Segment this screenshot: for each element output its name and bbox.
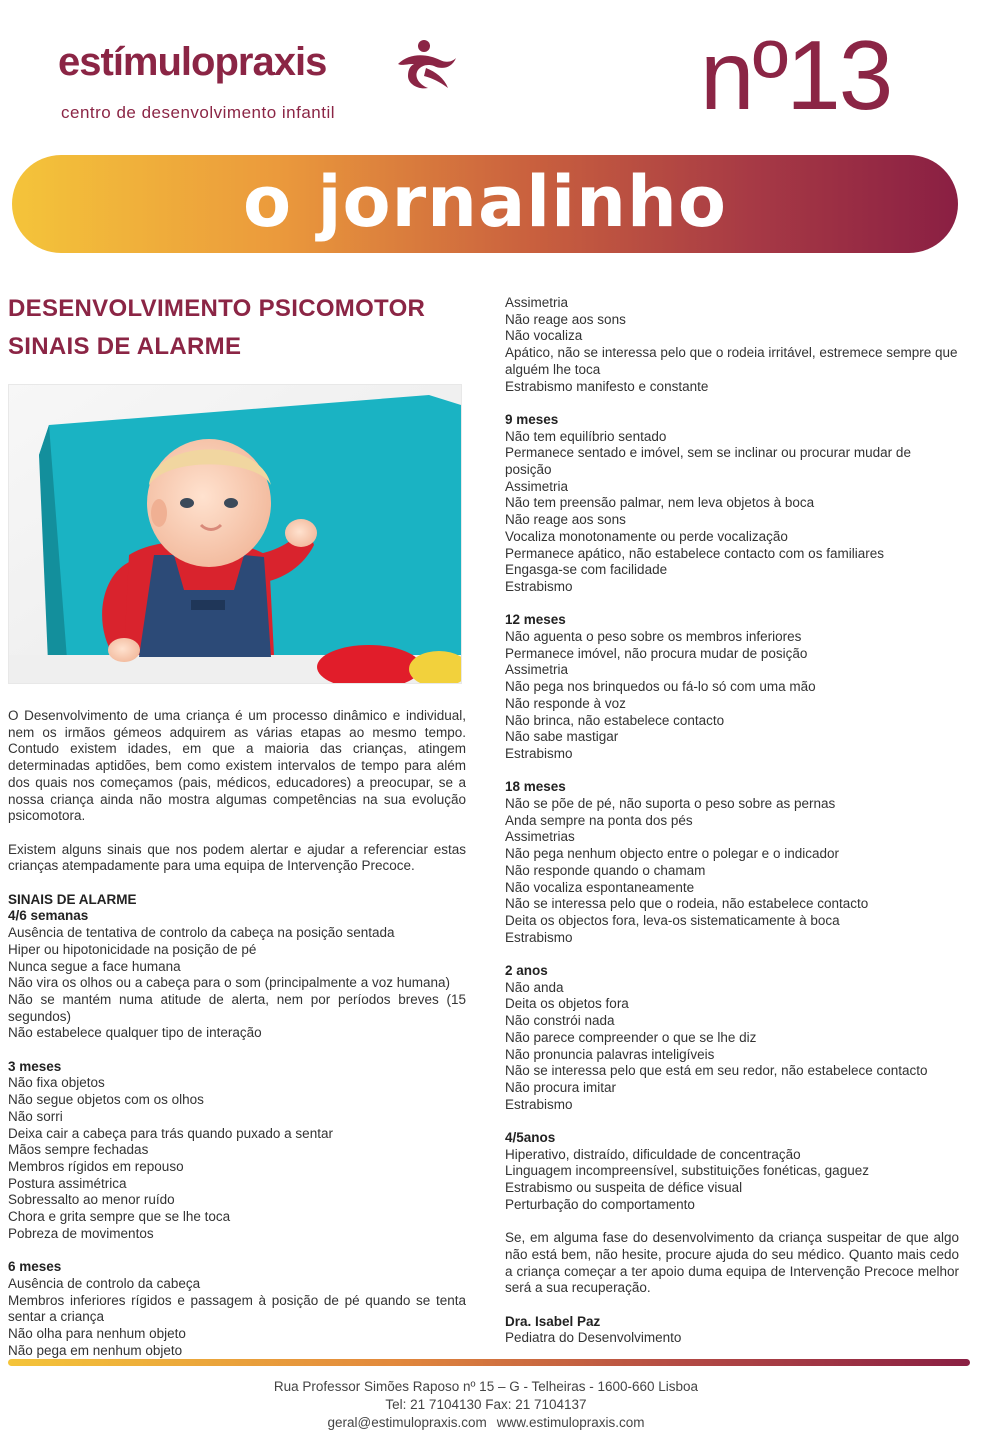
list-item: Não segue objetos com os olhos: [8, 1092, 204, 1108]
list-item: Não pega nenhum objecto entre o polegar e o indicador: [505, 846, 839, 862]
list-item: Postura assimétrica: [8, 1175, 127, 1191]
right-column: [505, 295, 959, 1347]
section-title: 4/5anos: [505, 1130, 556, 1146]
list-item: Estrabismo manifesto e constante: [505, 378, 709, 394]
list-item: Ausência de tentativa de controlo da cabeça na posição sentada: [8, 925, 395, 941]
issue-number: nº13: [700, 20, 892, 130]
list-item: Nunca segue a face humana: [8, 958, 181, 974]
list-item: Vocaliza monotonamente ou perde vocalização: [505, 528, 788, 544]
logo-name: estímulopraxis: [58, 40, 327, 84]
list-item: Sobressalto ao menor ruído: [8, 1192, 175, 1208]
list-item: Ausência de controlo da cabeça: [8, 1275, 201, 1291]
list-item: Não sabe mastigar: [505, 729, 619, 745]
heading-line-2: SINAIS DE ALARME: [8, 333, 242, 360]
baby-photo: [8, 384, 462, 684]
intro-paragraph-2: Existem alguns sinais que nos podem alertar e ajudar a referenciar estas crianças atempadamente para uma equipa de Intervenção Precoce.: [8, 841, 466, 874]
list-item: Perturbação do comportamento: [505, 1196, 695, 1212]
section-title: 6 meses: [8, 1259, 62, 1275]
list-item: Hiperativo, distraído, dificuldade de concentração: [505, 1146, 801, 1162]
list-item: Não vira os olhos ou a cabeça para o som (principalmente a voz humana): [8, 975, 450, 991]
list-item: Estrabismo: [505, 745, 573, 761]
list-item: Não pega em nenhum objeto: [8, 1342, 183, 1358]
footer-phone: Tel: 21 7104130 Fax: 21 7104137: [385, 1397, 587, 1412]
logo: [58, 40, 418, 135]
list-item: Chora e grita sempre que se lhe toca: [8, 1209, 231, 1225]
list-item: Assimetria: [505, 295, 569, 310]
left-column: [8, 708, 466, 1359]
list-item: Estrabismo ou suspeita de défice visual: [505, 1180, 743, 1196]
logo-figure-icon: [388, 38, 458, 98]
section-title: 4/6 semanas: [8, 908, 89, 924]
list-item: Não responde quando o chamam: [505, 862, 706, 878]
section-title: 3 meses: [8, 1058, 62, 1074]
article-heading: [8, 290, 478, 366]
list-item: Não se põe de pé, não suporta o peso sobre as pernas: [505, 796, 836, 812]
list-item: Não estabelece qualquer tipo de interação: [8, 1025, 262, 1041]
list-item: Não responde à voz: [505, 695, 626, 711]
list-item: Engasga-se com facilidade: [505, 562, 668, 578]
list-item: Não constrói nada: [505, 1013, 615, 1029]
footer-contacts: [0, 1414, 972, 1432]
list-item: Linguagem incompreensível, substituições fonéticas, gaguez: [505, 1163, 869, 1179]
list-item: Permanece apático, não estabelece contacto com os familiares: [505, 545, 884, 561]
list-item: Permanece imóvel, não procura mudar de posição: [505, 645, 808, 661]
footer: [0, 1378, 972, 1432]
list-item: Não procura imitar: [505, 1079, 617, 1095]
closing-paragraph: Se, em alguma fase do desenvolvimento da criança suspeitar de que algo não está bem, não hesite, procure ajuda do seu médico. Quanto mais cedo a criança começar a ter apoio duma equipa de Intervenção Precoce melhor será a sua recuperação.: [505, 1230, 959, 1296]
section-title: 2 anos: [505, 963, 548, 979]
list-item: Não parece compreender o que se lhe diz: [505, 1029, 757, 1045]
intro-paragraph-1: O Desenvolvimento de uma criança é um processo dinâmico e individual, nem os irmãos gémeos adquirem as várias etapas ao mesmo tempo. Contudo existem idades, em que a maioria das crianças, atingem determinadas aptidões, bem como existem intervalos de tempo para além dos quais nos começamos (pais, médicos, educadores) a preocupar, se a nossa criança ainda não mostra algumas competências na sua evolução psicomotora.: [8, 708, 466, 824]
list-item: Membros inferiores rígidos e passagem à posição de pé quando se tenta sentar a criança: [8, 1292, 466, 1325]
list-item: Não fixa objetos: [8, 1075, 105, 1091]
list-item: Estrabismo: [505, 578, 573, 594]
list-item: Não brinca, não estabelece contacto: [505, 712, 725, 728]
title-banner: [12, 155, 958, 253]
list-item: Não pega nos brinquedos ou fá-lo só com uma mão: [505, 679, 816, 695]
author-name: Dra. Isabel Paz: [505, 1313, 601, 1329]
heading-line-1: DESENVOLVIMENTO PSICOMOTOR: [8, 295, 426, 322]
list-item: Não se interessa pelo que o rodeia, não estabelece contacto: [505, 896, 869, 912]
list-item: Não anda: [505, 979, 564, 995]
banner-title: o jornalinho: [243, 161, 727, 243]
footer-address: Rua Professor Simões Raposo nº 15 – G - Telheiras - 1600-660 Lisboa: [273, 1379, 699, 1394]
list-item: Não aguenta o peso sobre os membros inferiores: [505, 629, 802, 645]
list-item: Permanece sentado e imóvel, sem se inclinar ou procurar mudar de posição: [505, 445, 911, 478]
list-item: Não reage aos sons: [505, 512, 626, 528]
baby-illustration: [9, 385, 462, 684]
list-item: Deita os objetos fora: [505, 996, 629, 1012]
list-item: Deixa cair a cabeça para trás quando puxado a sentar: [8, 1125, 333, 1141]
list-item: Não olha para nenhum objeto: [8, 1325, 186, 1341]
footer-divider: [8, 1359, 970, 1366]
list-item: Não sorri: [8, 1108, 63, 1124]
alarm-heading: SINAIS DE ALARME: [8, 891, 137, 907]
section-title: 12 meses: [505, 612, 566, 628]
list-item: Não reage aos sons: [505, 311, 626, 327]
section-title: 9 meses: [505, 411, 559, 427]
list-item: Não vocaliza: [505, 328, 583, 344]
list-item: Hiper ou hipotonicidade na posição de pé: [8, 941, 257, 957]
list-item: Não se mantém numa atitude de alerta, nem por períodos breves (15 segundos): [8, 991, 466, 1024]
list-item: Deita os objectos fora, leva-os sistematicamente à boca: [505, 912, 840, 928]
footer-website-link[interactable]: www.estimulopraxis.com: [496, 1415, 645, 1430]
logo-tagline: centro de desenvolvimento infantil: [61, 103, 336, 122]
list-item: Estrabismo: [505, 1096, 573, 1112]
list-item: Não tem equilíbrio sentado: [505, 428, 667, 444]
list-item: Anda sempre na ponta dos pés: [505, 812, 693, 828]
list-item: Não se interessa pelo que está em seu redor, não estabelece contacto: [505, 1063, 928, 1079]
list-item: Assimetrias: [505, 829, 575, 845]
list-item: Não vocaliza espontaneamente: [505, 879, 695, 895]
list-item: Mãos sempre fechadas: [8, 1142, 149, 1158]
list-item: Pobreza de movimentos: [8, 1225, 154, 1241]
list-item: Membros rígidos em repouso: [8, 1158, 184, 1174]
list-item: Estrabismo: [505, 929, 573, 945]
list-item: Assimetria: [505, 478, 569, 494]
list-item: Não pronuncia palavras inteligíveis: [505, 1046, 715, 1062]
list-item: Não tem preensão palmar, nem leva objetos à boca: [505, 495, 815, 511]
list-item: Apático, não se interessa pelo que o rodeia irritável, estremece sempre que alguém lhe toca: [505, 345, 958, 377]
author-role: Pediatra do Desenvolvimento: [505, 1330, 682, 1346]
footer-email-link[interactable]: geral@estimulopraxis.com: [327, 1415, 487, 1430]
list-item: Assimetria: [505, 662, 569, 678]
section-title: 18 meses: [505, 779, 566, 795]
